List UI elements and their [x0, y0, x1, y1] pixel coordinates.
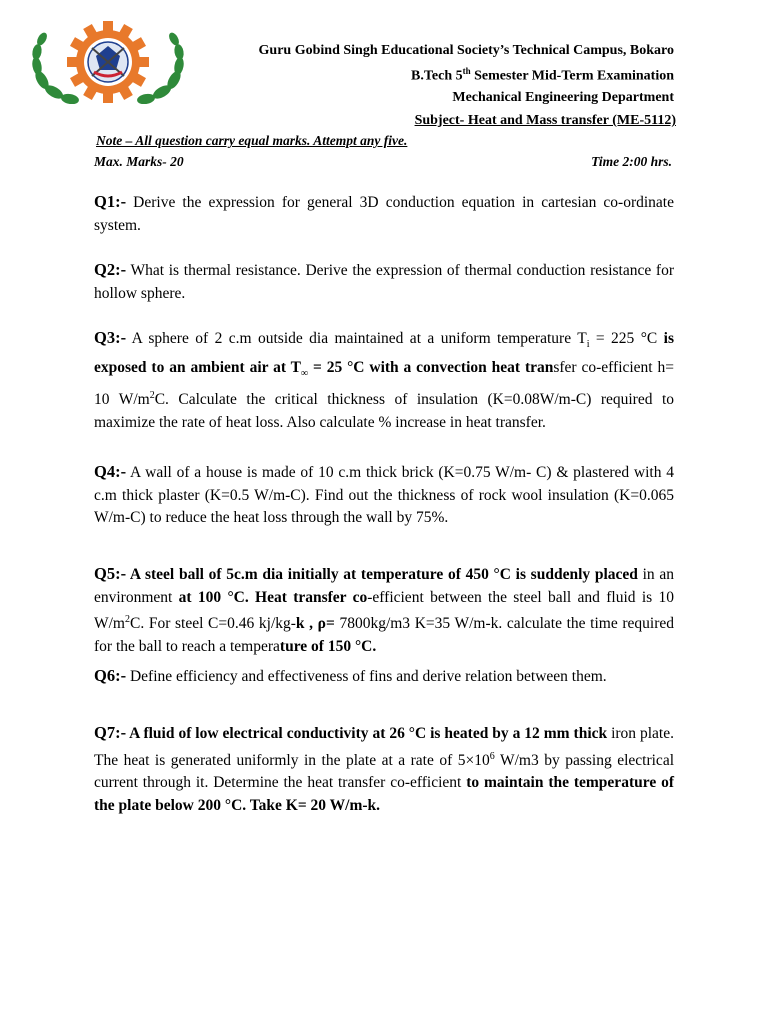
department-name: Mechanical Engineering Department: [452, 89, 674, 105]
exam-title: B.Tech 5th Semester Mid-Term Examination: [411, 66, 674, 84]
question-5: Q5:- A steel ball of 5c.m dia initially at temperature of 450 °C is suddenly placed in an environment at 100 °C. Heat transfer co-efficient between the steel ball and fluid is 10 $W/m^2C$. For steel C=0.46 kj/kg-k , ρ= 7800kg/m3 K=35 W/m-k. calculate the time required for the ball to reach a temperature of 150 °C.: [94, 564, 675, 655]
exam-duration: Time 2:00 hrs.: [591, 154, 672, 169]
question-number: Q1:-: [94, 192, 127, 211]
question-number: Q3:-: [94, 328, 127, 347]
question-number: Q7:-: [94, 723, 127, 742]
question-number: Q5:-: [94, 564, 127, 583]
question-number: Q6:-: [94, 666, 127, 685]
gear-icon: [67, 21, 149, 103]
question-3: Q3:- A sphere of 2 c.m outside dia maintained at a uniform temperature $T_i = 225$ °C is exposed to an ambient air at $T_\infty = 25$ °C with a convection heat transfer co-efficient h= 10 $W/m^2C$. Calculate the critical thickness of insulation (K=0.08W/m-C) required to maximize the rate of heat loss. Also calculate % increase in heat transfer.: [94, 328, 675, 432]
institution-name: Guru Gobind Singh Educational Society’s Technical Campus, Bokaro: [258, 43, 674, 58]
question-4: Q4:- A wall of a house is made of 10 c.m thick brick (K=0.75 W/m- C) & plastered with 4 c.m thick plaster (K=0.5 W/m-C). Find out the thickness of rock wool insulation (K=0.065 W/m-C) to reduce the heat loss through the wall by 75%.: [94, 462, 674, 527]
question-number: Q4:-: [94, 462, 127, 481]
subject-line: Subject- Heat and Mass transfer (ME-5112): [414, 113, 676, 128]
max-marks: Max. Marks- 20: [94, 154, 184, 169]
question-6: Q6:- Define efficiency and effectiveness of fins and derive relation between them.: [94, 666, 607, 685]
question-7: Q7:- A fluid of low electrical conductivity at 26 °C is heated by a 12 mm thick iron plate. The heat is generated uniformly in the plate at a rate of $5\times 10^6$ W/m3 by passing electrical current through it. Determine the heat transfer co-efficient to maintain the temperature of the plate below 200 °C. Take K= 20 W/m-k.: [94, 723, 675, 814]
question-number: Q2:-: [94, 260, 127, 279]
question-1: Q1:- Derive the expression for general 3D conduction equation in cartesian co-ordinate system.: [94, 192, 674, 234]
instructions-note: Note – All question carry equal marks. Attempt any five.: [96, 133, 408, 148]
question-2: Q2:- What is thermal resistance. Derive the expression of thermal conduction resistance for hollow sphere.: [94, 260, 674, 302]
exam-header: [154, 40, 674, 108]
